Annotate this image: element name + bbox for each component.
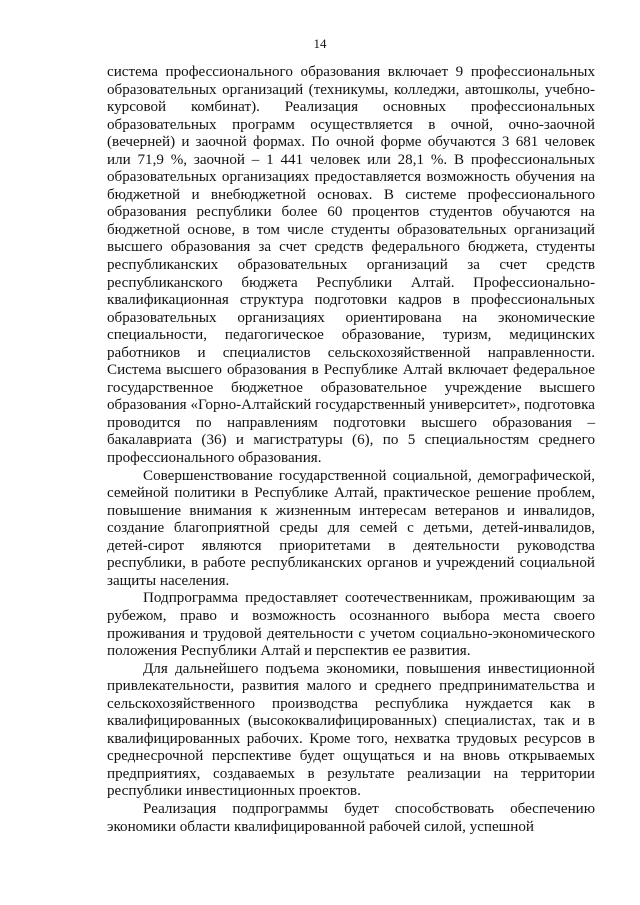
paragraph-implementation: Реализация подпрограммы будет способствовать обеспечению экономики области квалифицированной рабочей силой, успешной — [107, 800, 595, 835]
paragraph-economy-workforce: Для дальнейшего подъема экономики, повышения инвестиционной привлекательности, развития малого и среднего предпринимательства и сельскохозяйственного производства республика нуждается как в квалифицированных (высококвалифицированных) специалистах, так и в квалифицированных рабочих. Кроме того, нехватка трудовых ресурсов в среднесрочной перспективе будет ощущаться и на вновь открываемых предприятиях, создаваемых в результате реализации на территории республики инвестиционных проектов. — [107, 660, 595, 800]
paragraph-education-system: система профессионального образования включает 9 профессиональных образовательных организаций (техникумы, колледжи, автошколы, учебно-курсовой комбинат). Реализация основных профессиональных образовательных программ осуществляется в очной, очно-заочной (вечерней) и заочной формах. По очной форме обучаются 3 681 человек или 71,9 %, заочной – 1 441 человек или 28,1 %. В профессиональных образовательных организациях предоставляется возможность обучения на бюджетной и внебюджетной основах. В системе профессионального образования республики более 60 процентов студентов обучаются на бюджетной основе, в том числе студенты образовательных организаций высшего образования за счет средств федерального бюджета, студенты республиканских образовательных организаций за счет средств республиканского бюджета Республики Алтай. Профессионально-квалификационная структура подготовки кадров в профессиональных образовательных организациях ориентирована на экономические специальности, педагогическое образование, туризм, медицинских работников и специалистов сельскохозяйственной направленности. Система высшего образования в Республике Алтай включает федеральное государственное бюджетное образовательное учреждение высшего образования «Горно-Алтайский государственный университет», подготовка проводится по направлениям подготовки высшего образования – бакалавриата (36) и магистратуры (6), по 5 специальностям среднего профессионального образования. — [107, 64, 595, 467]
paragraph-subprogram-compatriots: Подпрограмма предоставляет соотечественникам, проживающим за рубежом, право и возможность осознанного выбора места своего проживания и трудовой деятельности с учетом социально-экономического положения Республики Алтай и перспектив ее развития. — [107, 590, 595, 660]
page-number: 14 — [313, 36, 327, 51]
document-body — [107, 64, 595, 836]
paragraph-social-policy: Совершенствование государственной социальной, демографической, семейной политики в Республике Алтай, практическое решение проблем, повышение внимания к жизненным интересам ветеранов и инвалидов, создание благоприятной среды для семей с детьми, детей-инвалидов, детей-сирот являются приоритетами в деятельности руководства республики, в работе республиканских органов и учреждений социальной защиты населения. — [107, 467, 595, 589]
